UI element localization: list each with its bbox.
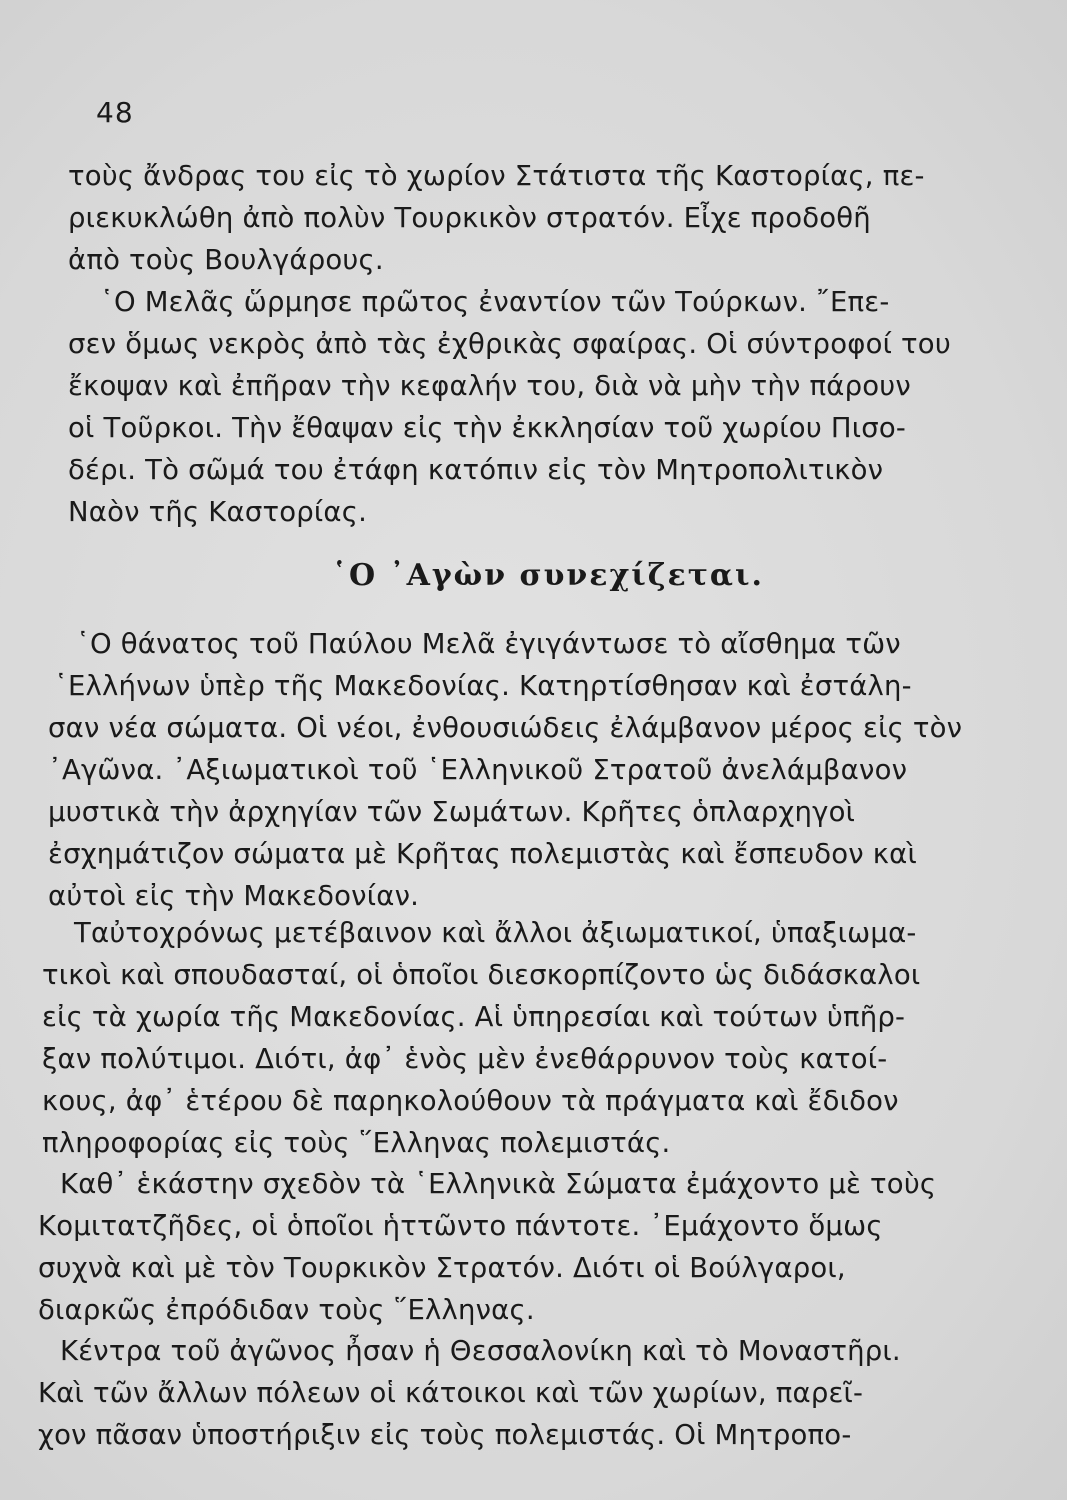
text-line: αὐτοὶ εἰς τὴν Μακεδονίαν. [48,880,420,912]
text-line: ῾Ο Μελᾶς ὥρμησε πρῶτος ἐναντίον τῶν Τούρκων. ῎Επε- [100,286,890,318]
text-line: συχνὰ καὶ μὲ τὸν Τουρκικὸν Στρατόν. Διότι οἱ Βούλγαροι, [38,1252,846,1284]
text-line: Ταὐτοχρόνως μετέβαινον καὶ ἄλλοι ἀξιωματικοί, ὑπαξιωμα- [74,917,917,949]
text-line: ᾿Αγῶνα. ᾿Αξιωματικοὶ τοῦ ῾Ελληνικοῦ Στρατοῦ ἀνελάμβανον [48,754,908,786]
text-line: σαν νέα σώματα. Οἱ νέοι, ἐνθουσιώδεις ἐλάμβανον μέρος εἰς τὸν [48,712,963,744]
text-line: εἰς τὰ χωρία τῆς Μακεδονίας. Αἱ ὑπηρεσίαι καὶ τούτων ὑπῆρ- [42,1001,906,1033]
text-line: Καθ᾿ ἑκάστην σχεδὸν τὰ ῾Ελληνικὰ Σώματα ἐμάχοντο μὲ τοὺς [60,1168,937,1200]
text-line: ῾Ο θάνατος τοῦ Παύλου Μελᾶ ἐγιγάντωσε τὸ αἴσθημα τῶν [76,628,901,660]
text-line: Κομιτατζῆδες, οἱ ὁποῖοι ἡττῶντο πάντοτε. ᾿Εμάχοντο ὅμως [38,1210,883,1242]
text-line: ῾Ελλήνων ὑπὲρ τῆς Μακεδονίας. Κατηρτίσθησαν καὶ ἐστάλη- [54,670,912,702]
text-line: οἱ Τοῦρκοι. Τὴν ἔθαψαν εἰς τὴν ἐκκλησίαν τοῦ χωρίου Πισο- [68,412,907,444]
section-heading: ῾Ο ᾿Αγὼν συνεχίζεται. [332,558,764,593]
text-line: ἐσχημάτιζον σώματα μὲ Κρῆτας πολεμιστὰς καὶ ἔσπευδον καὶ [48,838,917,870]
page-number: 48 [96,96,134,129]
text-line: Καὶ τῶν ἄλλων πόλεων οἱ κάτοικοι καὶ τῶν χωρίων, παρεῖ- [38,1377,864,1409]
text-line: Ναὸν τῆς Καστορίας. [68,496,368,528]
text-line: ριεκυκλώθη ἀπὸ πολὺν Τουρκικὸν στρατόν. Εἶχε προδοθῆ [68,202,871,234]
text-line: ξαν πολύτιμοι. Διότι, ἀφ᾿ ἑνὸς μὲν ἐνεθάρρυνον τοὺς κατοί- [42,1043,888,1075]
text-line: μυστικὰ τὴν ἀρχηγίαν τῶν Σωμάτων. Κρῆτες ὁπλαρχηγοὶ [48,796,856,828]
text-line: τοὺς ἄνδρας του εἰς τὸ χωρίον Στάτιστα τῆς Καστορίας, πε- [68,160,925,192]
text-line: ἀπὸ τοὺς Βουλγάρους. [68,244,384,276]
text-line: σεν ὅμως νεκρὸς ἀπὸ τὰς ἐχθρικὰς σφαίρας. Οἱ σύντροφοί του [68,328,951,360]
text-line: τικοὶ καὶ σπουδασταί, οἱ ὁποῖοι διεσκορπίζοντο ὡς διδάσκαλοι [42,959,921,991]
text-line: πληροφορίας εἰς τοὺς ῞Ελληνας πολεμιστάς. [42,1127,671,1159]
text-line: Κέντρα τοῦ ἀγῶνος ἦσαν ἡ Θεσσαλονίκη καὶ τὸ Μοναστῆρι. [60,1335,901,1367]
text-line: διαρκῶς ἐπρόδιδαν τοὺς ῞Ελληνας. [38,1294,535,1326]
text-line: ἔκοψαν καὶ ἐπῆραν τὴν κεφαλήν του, διὰ νὰ μὴν τὴν πάρουν [68,370,911,402]
text-line: δέρι. Τὸ σῶμά του ἐτάφη κατόπιν εἰς τὸν Μητροπολιτικὸν [68,454,884,486]
text-line: κους, ἀφ᾿ ἑτέρου δὲ παρηκολούθουν τὰ πράγματα καὶ ἔδιδον [42,1085,899,1117]
text-line: χον πᾶσαν ὑποστήριξιν εἰς τοὺς πολεμιστάς. Οἱ Μητροπο- [38,1419,852,1451]
